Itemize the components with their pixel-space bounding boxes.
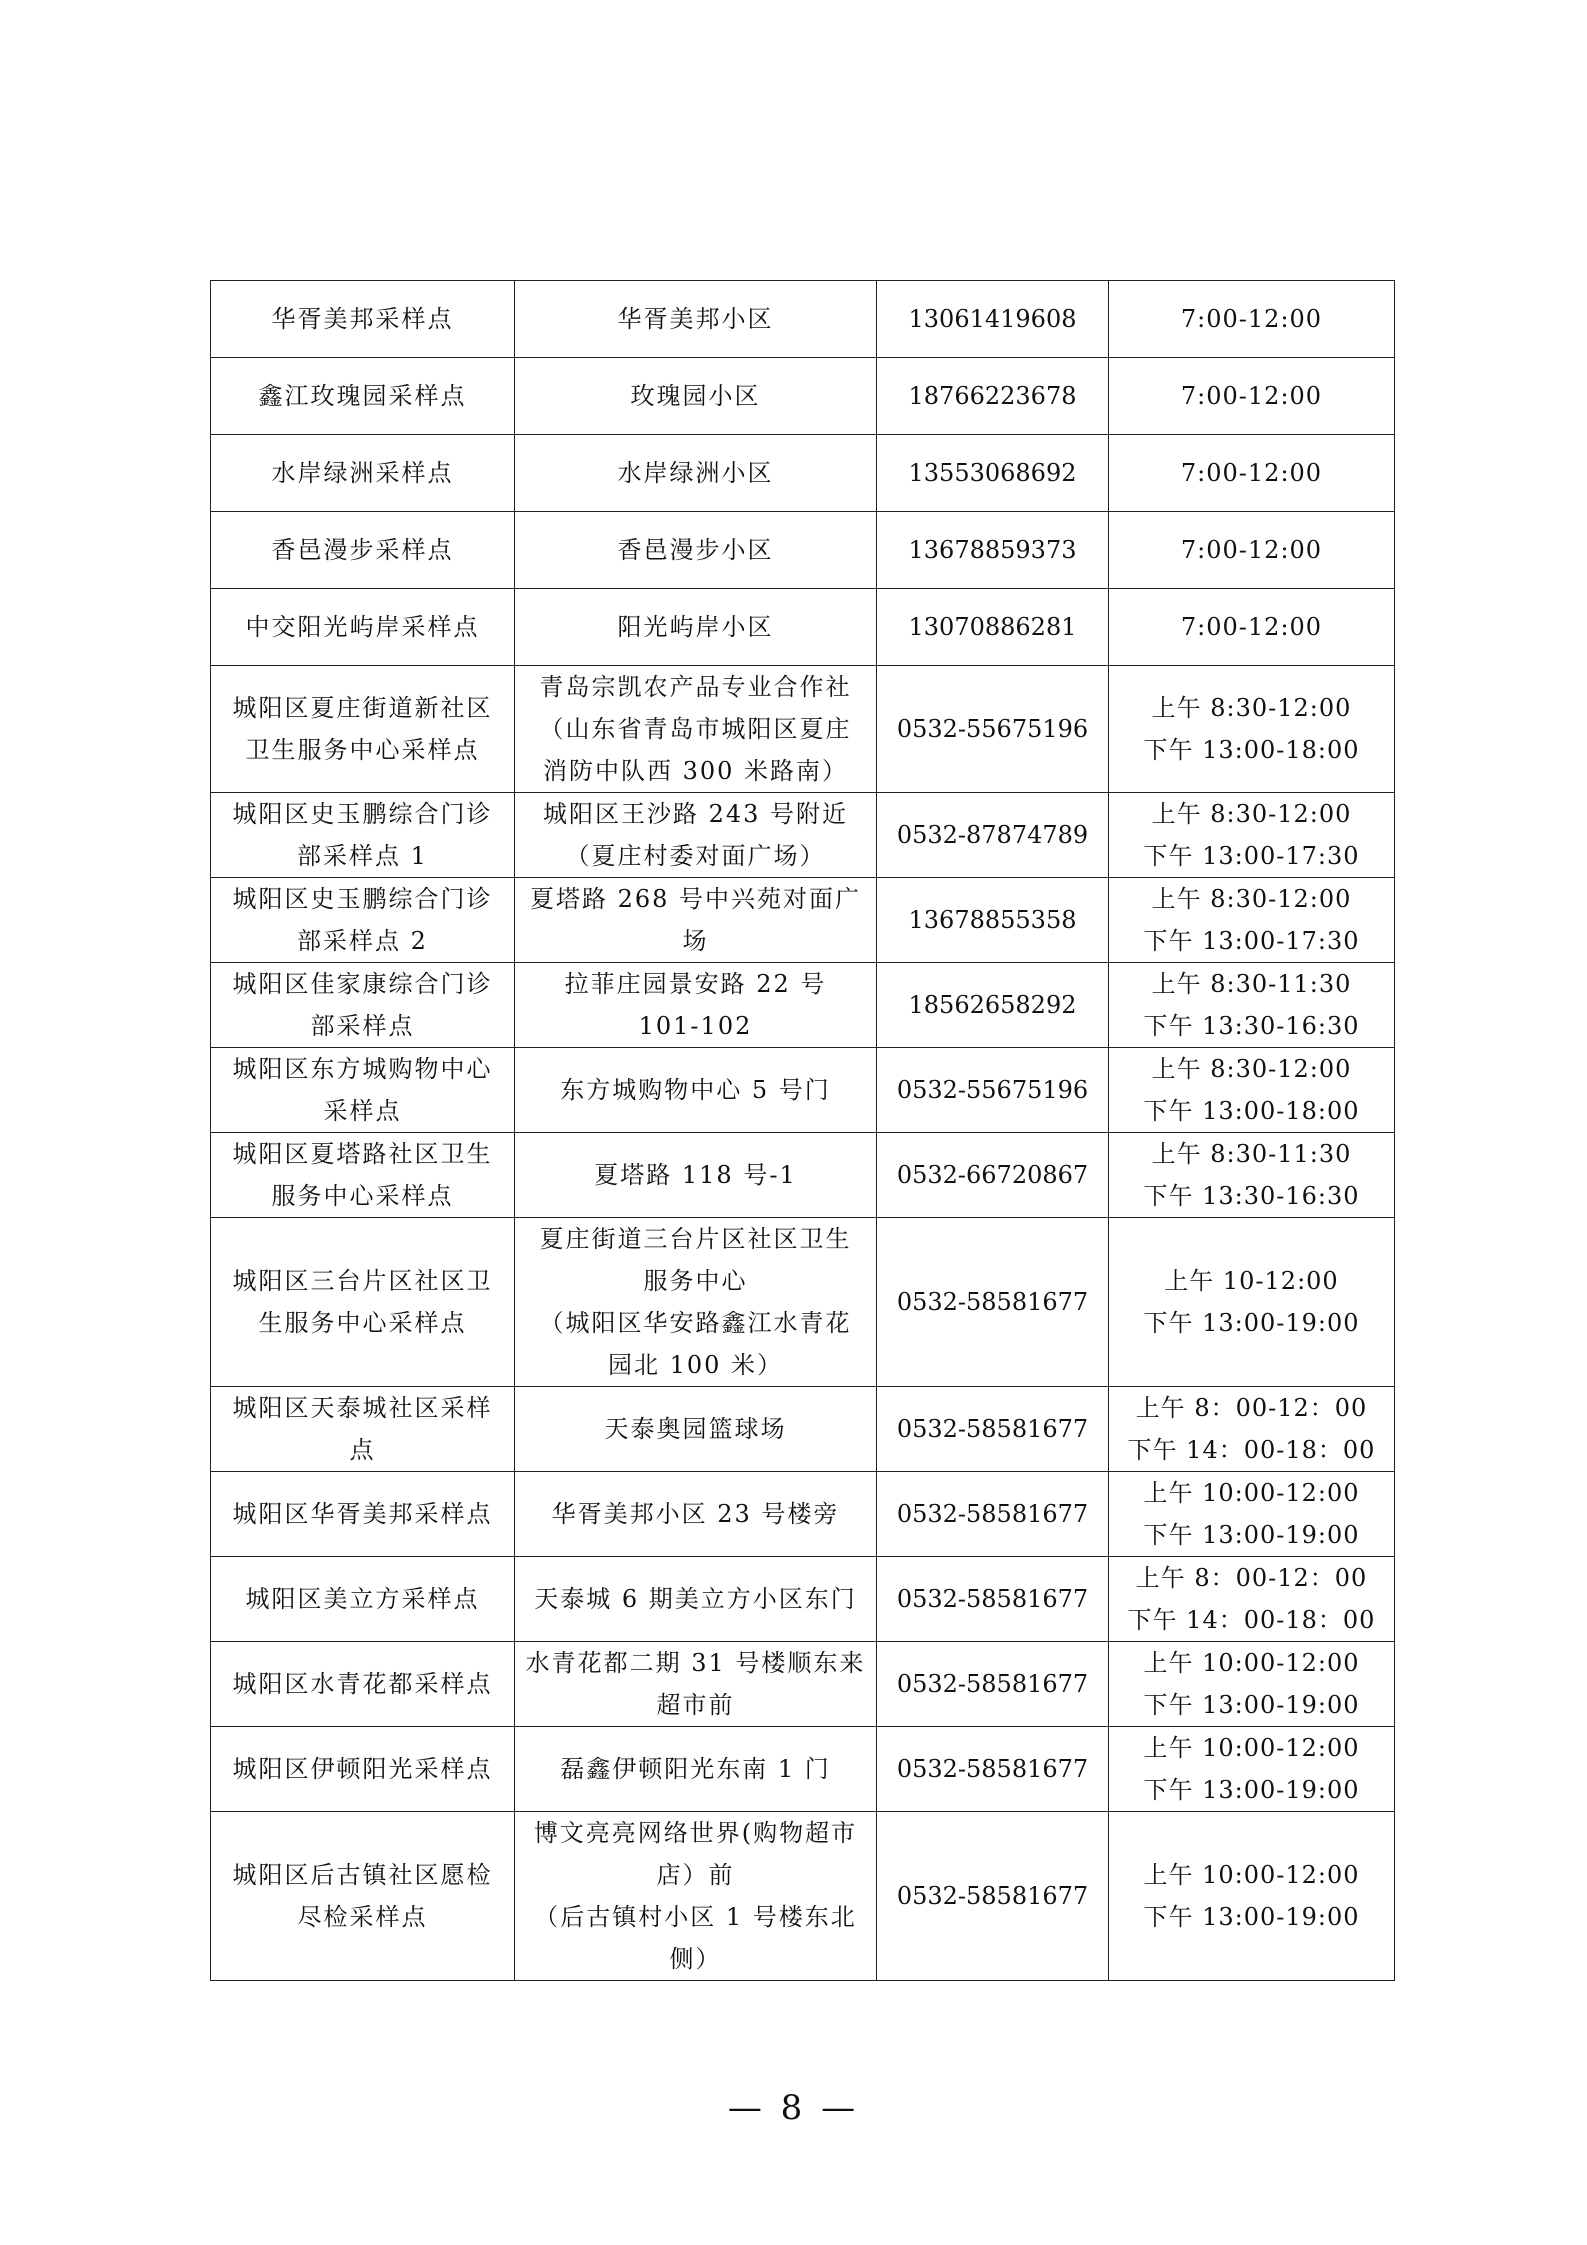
site-name-cell [211, 1472, 515, 1557]
address-cell [515, 963, 877, 1048]
table-row [211, 666, 1395, 793]
hours-cell [1109, 281, 1395, 358]
table-row [211, 1133, 1395, 1218]
site-name-cell-line: 部采样点 [310, 1012, 415, 1040]
address-cell-line: 天泰奥园篮球场 [604, 1415, 787, 1443]
hours-cell [1109, 1642, 1395, 1727]
table-row [211, 1472, 1395, 1557]
address-cell [515, 1472, 877, 1557]
address-cell [515, 793, 877, 878]
phone-cell: 0532-58581677 [877, 1812, 1109, 1981]
site-name-cell [211, 512, 515, 589]
hours-cell [1109, 1048, 1395, 1133]
address-cell-line: 阳光屿岸小区 [617, 613, 774, 641]
table-row [211, 589, 1395, 666]
table-row [211, 358, 1395, 435]
hours-cell [1109, 1472, 1395, 1557]
site-name-cell [211, 1387, 515, 1472]
address-cell [515, 435, 877, 512]
address-cell-line: 101-102 [638, 1012, 753, 1040]
hours-cell-line: 上午 10:00-12:00 [1143, 1734, 1360, 1762]
site-name-cell-line: 尽检采样点 [297, 1903, 428, 1931]
site-name-cell-line: 点 [349, 1436, 376, 1464]
phone-cell: 13061419608 [877, 281, 1109, 358]
address-cell-line: （城阳区华安路鑫江水青花 [539, 1309, 852, 1337]
address-cell-line: 东方城购物中心 5 号门 [560, 1076, 831, 1104]
table-row [211, 435, 1395, 512]
phone-cell: 13678855358 [877, 878, 1109, 963]
address-cell [515, 1812, 877, 1981]
site-name-cell [211, 963, 515, 1048]
hours-cell-line: 7:00-12:00 [1180, 613, 1323, 641]
phone-cell: 18562658292 [877, 963, 1109, 1048]
site-name-cell [211, 793, 515, 878]
hours-cell-line: 上午 8：00-12：00 [1135, 1394, 1368, 1422]
table-row [211, 1387, 1395, 1472]
site-name-cell [211, 1048, 515, 1133]
table-row [211, 1727, 1395, 1812]
hours-cell-line: 上午 10-12:00 [1164, 1267, 1339, 1295]
site-name-cell-line: 生服务中心采样点 [258, 1309, 467, 1337]
address-cell-line: 夏庄街道三台片区社区卫生 [539, 1225, 852, 1253]
address-cell-line: 香邑漫步小区 [617, 536, 774, 564]
hours-cell [1109, 589, 1395, 666]
address-cell-line: （夏庄村委对面广场） [565, 842, 826, 870]
address-cell-line: 园北 100 米） [607, 1351, 784, 1379]
site-name-cell [211, 1812, 515, 1981]
hours-cell [1109, 878, 1395, 963]
address-cell-line: 玫瑰园小区 [630, 382, 761, 410]
hours-cell [1109, 963, 1395, 1048]
site-name-cell-line: 部采样点 1 [297, 842, 428, 870]
site-name-cell-line: 城阳区夏庄街道新社区 [232, 694, 493, 722]
site-name-cell-line: 城阳区伊顿阳光采样点 [232, 1755, 493, 1783]
address-cell [515, 589, 877, 666]
hours-cell-line: 下午 14：00-18：00 [1127, 1606, 1376, 1634]
address-cell-line: 夏塔路 118 号-1 [594, 1161, 797, 1189]
hours-cell [1109, 1133, 1395, 1218]
hours-cell-line: 下午 13:30-16:30 [1143, 1182, 1360, 1210]
address-cell-line: 华胥美邦小区 [617, 305, 774, 333]
address-cell [515, 666, 877, 793]
hours-cell-line: 下午 13:00-19:00 [1143, 1691, 1360, 1719]
hours-cell-line: 7:00-12:00 [1180, 536, 1323, 564]
hours-cell [1109, 1387, 1395, 1472]
site-name-cell-line: 城阳区三台片区社区卫 [232, 1267, 493, 1295]
site-name-cell-line: 城阳区史玉鹏综合门诊 [232, 800, 493, 828]
address-cell-line: 拉菲庄园景安路 22 号 [564, 970, 827, 998]
site-name-cell [211, 666, 515, 793]
table-row [211, 793, 1395, 878]
table-row [211, 1812, 1395, 1981]
address-cell [515, 878, 877, 963]
site-name-cell [211, 281, 515, 358]
sampling-points-table [210, 280, 1394, 1981]
address-cell [515, 281, 877, 358]
site-name-cell [211, 1133, 515, 1218]
address-cell-line: 店）前 [656, 1861, 735, 1889]
site-name-cell-line: 部采样点 2 [297, 927, 428, 955]
phone-cell: 0532-66720867 [877, 1133, 1109, 1218]
address-cell [515, 1557, 877, 1642]
site-name-cell-line: 香邑漫步采样点 [271, 536, 454, 564]
table-row [211, 878, 1395, 963]
hours-cell [1109, 358, 1395, 435]
site-name-cell [211, 1727, 515, 1812]
table-body [211, 281, 1395, 1981]
site-name-cell-line: 服务中心采样点 [271, 1182, 454, 1210]
hours-cell-line: 下午 13:00-17:30 [1143, 927, 1360, 955]
address-cell-line: 磊鑫伊顿阳光东南 1 门 [560, 1755, 831, 1783]
site-name-cell-line: 城阳区东方城购物中心 [232, 1055, 493, 1083]
table-row [211, 281, 1395, 358]
hours-cell [1109, 666, 1395, 793]
phone-cell: 13070886281 [877, 589, 1109, 666]
site-name-cell-line: 城阳区后古镇社区愿检 [232, 1861, 493, 1889]
phone-cell: 0532-55675196 [877, 666, 1109, 793]
phone-cell: 13678859373 [877, 512, 1109, 589]
address-cell-line: 水岸绿洲小区 [617, 459, 774, 487]
site-name-cell-line: 城阳区水青花都采样点 [232, 1670, 493, 1698]
table-row [211, 512, 1395, 589]
hours-cell-line: 下午 13:00-19:00 [1143, 1776, 1360, 1804]
hours-cell-line: 7:00-12:00 [1180, 382, 1323, 410]
site-name-cell [211, 1218, 515, 1387]
site-name-cell-line: 鑫江玫瑰园采样点 [258, 382, 467, 410]
phone-cell: 18766223678 [877, 358, 1109, 435]
site-name-cell-line: 城阳区夏塔路社区卫生 [232, 1140, 493, 1168]
hours-cell-line: 下午 13:30-16:30 [1143, 1012, 1360, 1040]
address-cell [515, 1133, 877, 1218]
address-cell-line: 服务中心 [643, 1267, 748, 1295]
site-name-cell [211, 1642, 515, 1727]
site-name-cell-line: 卫生服务中心采样点 [245, 736, 480, 764]
hours-cell-line: 上午 8：00-12：00 [1135, 1564, 1368, 1592]
site-name-cell [211, 358, 515, 435]
address-cell [515, 1387, 877, 1472]
hours-cell [1109, 435, 1395, 512]
site-name-cell-line: 采样点 [323, 1097, 402, 1125]
address-cell [515, 512, 877, 589]
hours-cell [1109, 1812, 1395, 1981]
hours-cell-line: 上午 8:30-12:00 [1151, 800, 1352, 828]
hours-cell-line: 下午 13:00-19:00 [1143, 1309, 1360, 1337]
address-cell [515, 1218, 877, 1387]
hours-cell-line: 上午 10:00-12:00 [1143, 1479, 1360, 1507]
site-name-cell-line: 城阳区美立方采样点 [245, 1585, 480, 1613]
hours-cell-line: 上午 8:30-11:30 [1151, 1140, 1352, 1168]
hours-cell-line: 上午 10:00-12:00 [1143, 1861, 1360, 1889]
hours-cell [1109, 1218, 1395, 1387]
site-name-cell-line: 中交阳光屿岸采样点 [245, 613, 480, 641]
site-name-cell-line: 城阳区史玉鹏综合门诊 [232, 885, 493, 913]
address-cell-line: 夏塔路 268 号中兴苑对面广 [529, 885, 862, 913]
table-row [211, 1642, 1395, 1727]
address-cell-line: 博文亮亮网络世界(购物超市 [533, 1819, 858, 1847]
site-name-cell [211, 435, 515, 512]
address-cell-line: 消防中队西 300 米路南） [542, 757, 849, 785]
address-cell [515, 1642, 877, 1727]
address-cell-line: 天泰城 6 期美立方小区东门 [534, 1585, 857, 1613]
hours-cell-line: 上午 8:30-12:00 [1151, 885, 1352, 913]
phone-cell: 0532-87874789 [877, 793, 1109, 878]
hours-cell [1109, 793, 1395, 878]
hours-cell-line: 下午 13:00-17:30 [1143, 842, 1360, 870]
hours-cell-line: 上午 8:30-11:30 [1151, 970, 1352, 998]
site-name-cell-line: 城阳区天泰城社区采样 [232, 1394, 493, 1422]
address-cell-line: 青岛宗凯农产品专业合作社 [539, 673, 852, 701]
hours-cell-line: 下午 14：00-18：00 [1127, 1436, 1376, 1464]
phone-cell: 0532-58581677 [877, 1727, 1109, 1812]
address-cell-line: 城阳区王沙路 243 号附近 [542, 800, 849, 828]
table-row [211, 1557, 1395, 1642]
address-cell [515, 1727, 877, 1812]
hours-cell-line: 7:00-12:00 [1180, 305, 1323, 333]
address-cell-line: 场 [682, 927, 709, 955]
site-name-cell-line: 城阳区华胥美邦采样点 [232, 1500, 493, 1528]
hours-cell [1109, 1557, 1395, 1642]
site-name-cell [211, 589, 515, 666]
site-name-cell-line: 水岸绿洲采样点 [271, 459, 454, 487]
phone-cell: 0532-58581677 [877, 1557, 1109, 1642]
hours-cell-line: 上午 8:30-12:00 [1151, 1055, 1352, 1083]
phone-cell: 0532-55675196 [877, 1048, 1109, 1133]
table-row [211, 1048, 1395, 1133]
address-cell-line: 超市前 [656, 1691, 735, 1719]
phone-cell: 0532-58581677 [877, 1472, 1109, 1557]
site-name-cell [211, 878, 515, 963]
hours-cell [1109, 1727, 1395, 1812]
site-name-cell-line: 城阳区佳家康综合门诊 [232, 970, 493, 998]
page-number: — 8 — [727, 2088, 860, 2128]
phone-cell: 0532-58581677 [877, 1218, 1109, 1387]
table-row [211, 1218, 1395, 1387]
hours-cell-line: 下午 13:00-19:00 [1143, 1521, 1360, 1549]
hours-cell-line: 上午 8:30-12:00 [1151, 694, 1352, 722]
hours-cell-line: 7:00-12:00 [1180, 459, 1323, 487]
hours-cell-line: 下午 13:00-18:00 [1143, 736, 1360, 764]
address-cell-line: （后古镇村小区 1 号楼东北 [534, 1903, 857, 1931]
address-cell [515, 1048, 877, 1133]
address-cell-line: 水青花都二期 31 号楼顺东来 [525, 1649, 866, 1677]
phone-cell: 0532-58581677 [877, 1642, 1109, 1727]
hours-cell [1109, 512, 1395, 589]
site-name-cell-line: 华胥美邦采样点 [271, 305, 454, 333]
address-cell-line: 华胥美邦小区 23 号楼旁 [551, 1500, 840, 1528]
phone-cell: 0532-58581677 [877, 1387, 1109, 1472]
phone-cell: 13553068692 [877, 435, 1109, 512]
hours-cell-line: 上午 10:00-12:00 [1143, 1649, 1360, 1677]
table-row [211, 963, 1395, 1048]
address-cell-line: 侧） [669, 1945, 722, 1973]
site-name-cell [211, 1557, 515, 1642]
hours-cell-line: 下午 13:00-18:00 [1143, 1097, 1360, 1125]
address-cell [515, 358, 877, 435]
hours-cell-line: 下午 13:00-19:00 [1143, 1903, 1360, 1931]
address-cell-line: （山东省青岛市城阳区夏庄 [539, 715, 852, 743]
